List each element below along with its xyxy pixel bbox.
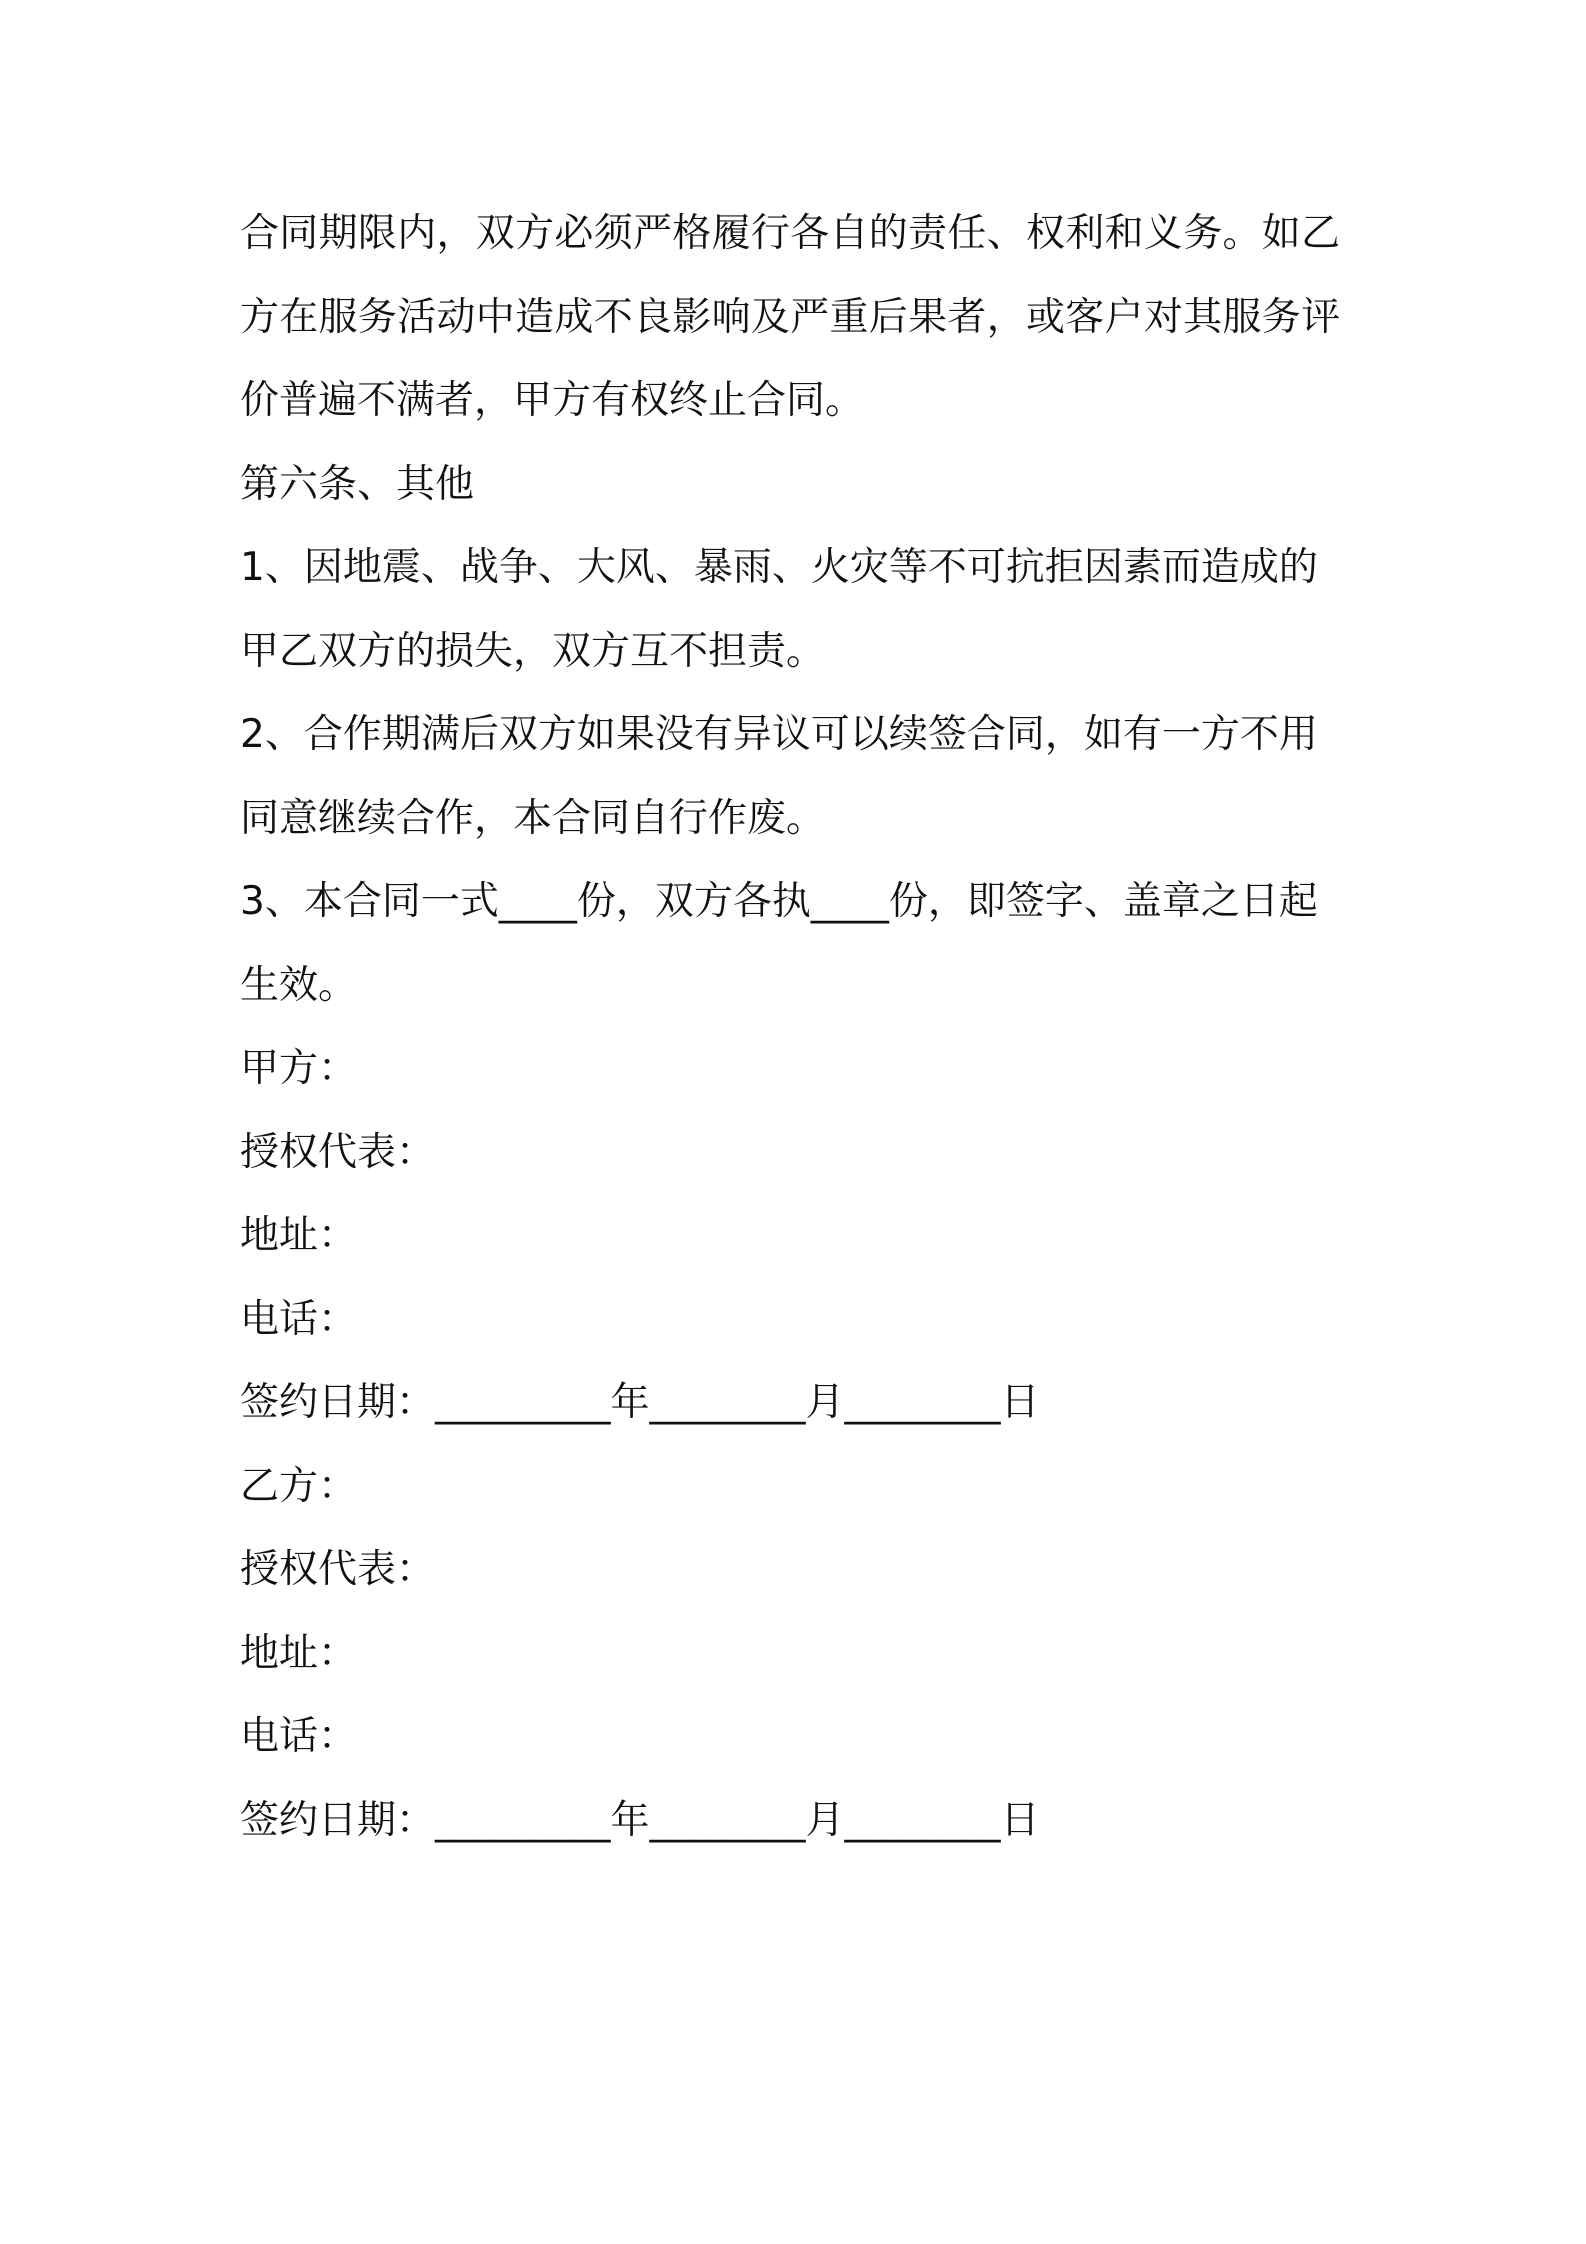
- party-a-phone: 电话：: [240, 1296, 358, 1342]
- party-a-representative: 授权代表：: [240, 1129, 436, 1175]
- item-3-line: 生效。: [240, 962, 358, 1008]
- section-heading: 第六条、其他: [240, 461, 475, 507]
- party-b-label: 乙方：: [240, 1463, 358, 1509]
- clause-text-line: 价普遍不满者，甲方有权终止合同。: [240, 378, 865, 423]
- item-3-line: 3、本合同一式____份，双方各执____份，即签字、盖章之日起: [240, 879, 1318, 924]
- party-a-label: 甲方：: [240, 1046, 358, 1091]
- clause-text-line: 方在服务活动中造成不良影响及严重后果者，或客户对其服务评: [240, 294, 1341, 340]
- party-a-sign-date: 签约日期：_________年________月________日: [240, 1380, 1040, 1425]
- item-2-line: 同意继续合作，本合同自行作废。: [240, 795, 826, 841]
- party-b-sign-date: 签约日期：_________年________月________日: [240, 1797, 1040, 1843]
- document-page: [240, 192, 1360, 1862]
- item-2-line: 2、合作期满后双方如果没有异议可以续签合同，如有一方不用: [240, 712, 1318, 757]
- clause-text-line: 合同期限内，双方必须严格履行各自的责任、权利和义务。如乙: [240, 211, 1341, 256]
- party-b-representative: 授权代表：: [240, 1547, 436, 1592]
- party-b-phone: 电话：: [240, 1714, 358, 1759]
- item-1-line: 甲乙双方的损失，双方互不担责。: [240, 628, 826, 674]
- party-b-address: 地址：: [240, 1630, 358, 1676]
- item-1-line: 1、因地震、战争、大风、暴雨、火灾等不可抗拒因素而造成的: [240, 545, 1318, 590]
- party-a-address: 地址：: [240, 1213, 358, 1258]
